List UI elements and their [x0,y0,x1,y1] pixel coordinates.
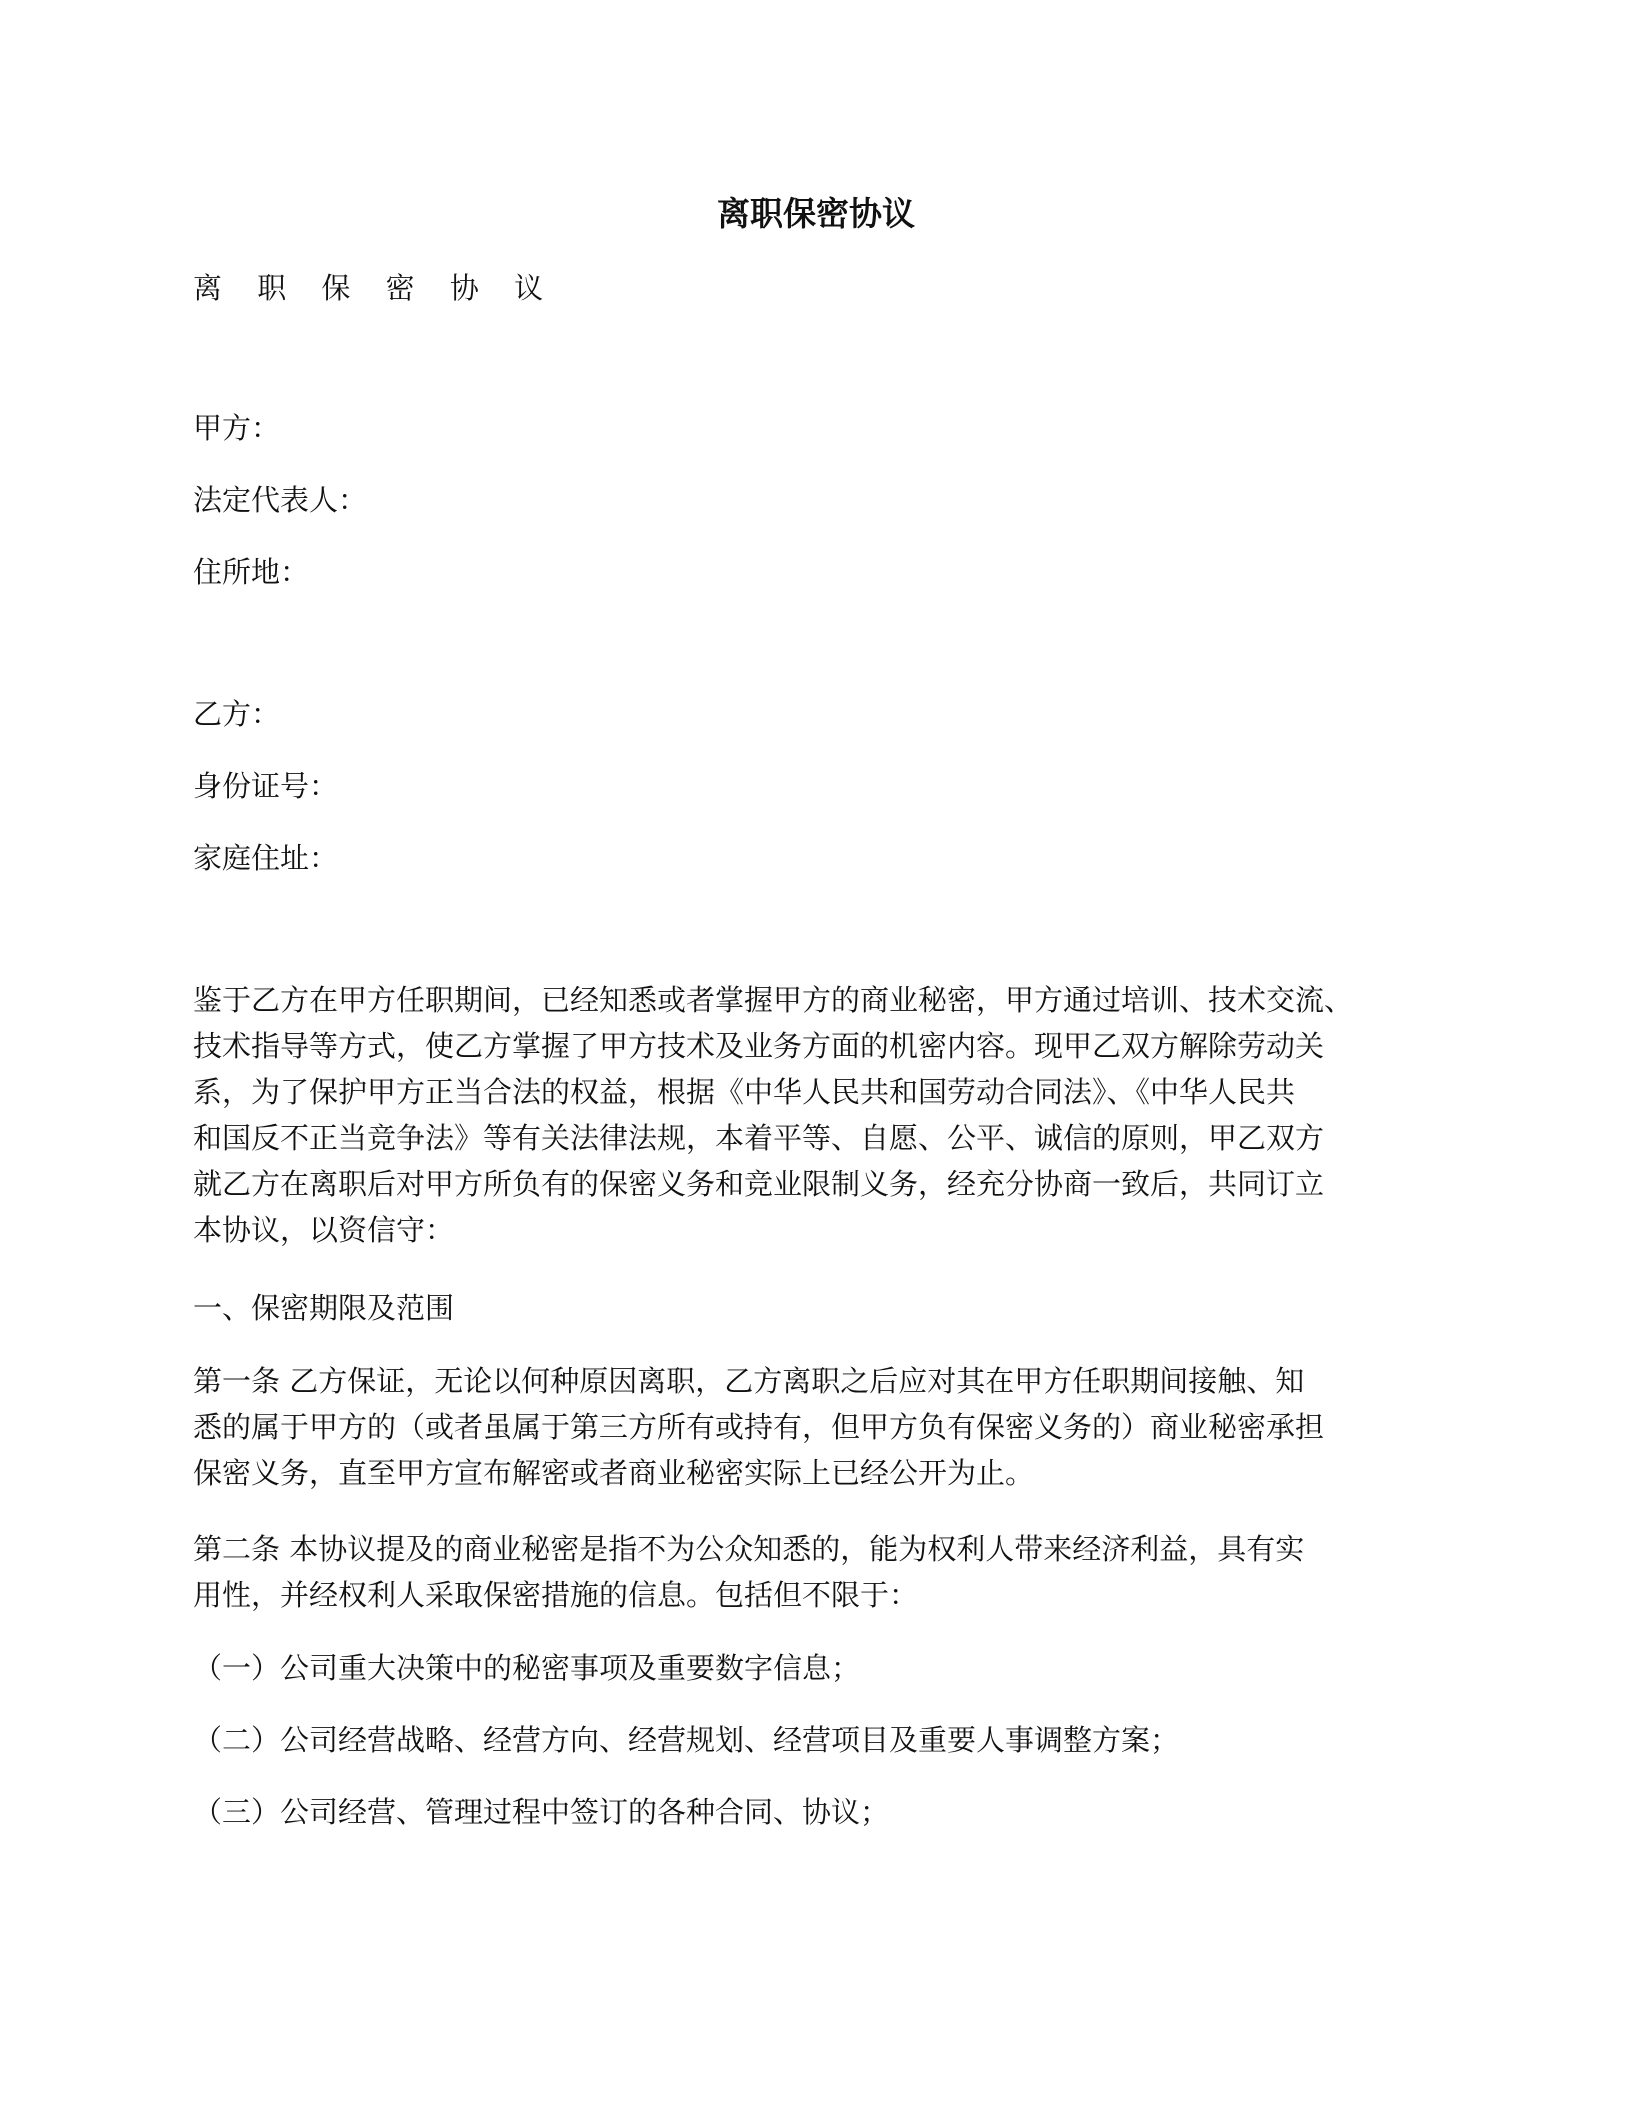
article-1-line: 悉的属于甲方的（或者虽属于第三方所有或持有，但甲方负有保密义务的）商业秘密承担 [193,1410,1325,1444]
list-item: （三）公司经营、管理过程中签订的各种合同、协议； [193,1795,890,1829]
preamble-line: 技术指导等方式，使乙方掌握了甲方技术及业务方面的机密内容。现甲乙双方解除劳动关 [193,1029,1325,1063]
preamble-line: 鉴于乙方在甲方任职期间，已经知悉或者掌握甲方的商业秘密，甲方通过培训、技术交流、 [193,983,1354,1017]
preamble-line: 就乙方在离职后对甲方所负有的保密义务和竞业限制义务，经充分协商一致后，共同订立 [193,1167,1325,1201]
preamble-line: 系，为了保护甲方正当合法的权益，根据《中华人民共和国劳动合同法》、《中华人民共 [193,1075,1296,1109]
section-heading: 一、保密期限及范围 [193,1291,455,1325]
article-1-line: 第一条 乙方保证，无论以何种原因离职，乙方离职之后应对其在甲方任职期间接触、知 [193,1364,1305,1398]
article-1-paragraph [193,1358,1453,1496]
list-item: （二）公司经营战略、经营方向、经营规划、经营项目及重要人事调整方案； [193,1723,1180,1757]
preamble-line: 和国反不正当竞争法》等有关法律法规，本着平等、自愿、公平、诚信的原则，甲乙双方 [193,1121,1325,1155]
article-2-line: 用性，并经权利人采取保密措施的信息。包括但不限于： [193,1578,919,1612]
preamble-paragraph [193,977,1453,1253]
article-1-line: 保密义务，直至甲方宣布解密或者商业秘密实际上已经公开为止。 [193,1456,1035,1490]
preamble-line: 本协议，以资信守： [193,1213,455,1247]
article-2-paragraph [193,1526,1453,1618]
article-2-line: 第二条 本协议提及的商业秘密是指不为公众知悉的，能为权利人带来经济利益，具有实 [193,1532,1305,1566]
document-subtitle: 离 职 保 密 协 议 [193,271,557,305]
party-b-label: 乙方： [193,697,281,731]
document-title: 离职保密协议 [717,194,915,233]
list-item: （一）公司重大决策中的秘密事项及重要数字信息； [193,1651,861,1685]
legal-representative-label: 法定代表人： [193,483,368,517]
party-a-address-label: 住所地： [193,555,310,589]
home-address-label: 家庭住址： [193,841,339,875]
id-number-label: 身份证号： [193,769,339,803]
party-a-label: 甲方： [193,411,281,445]
